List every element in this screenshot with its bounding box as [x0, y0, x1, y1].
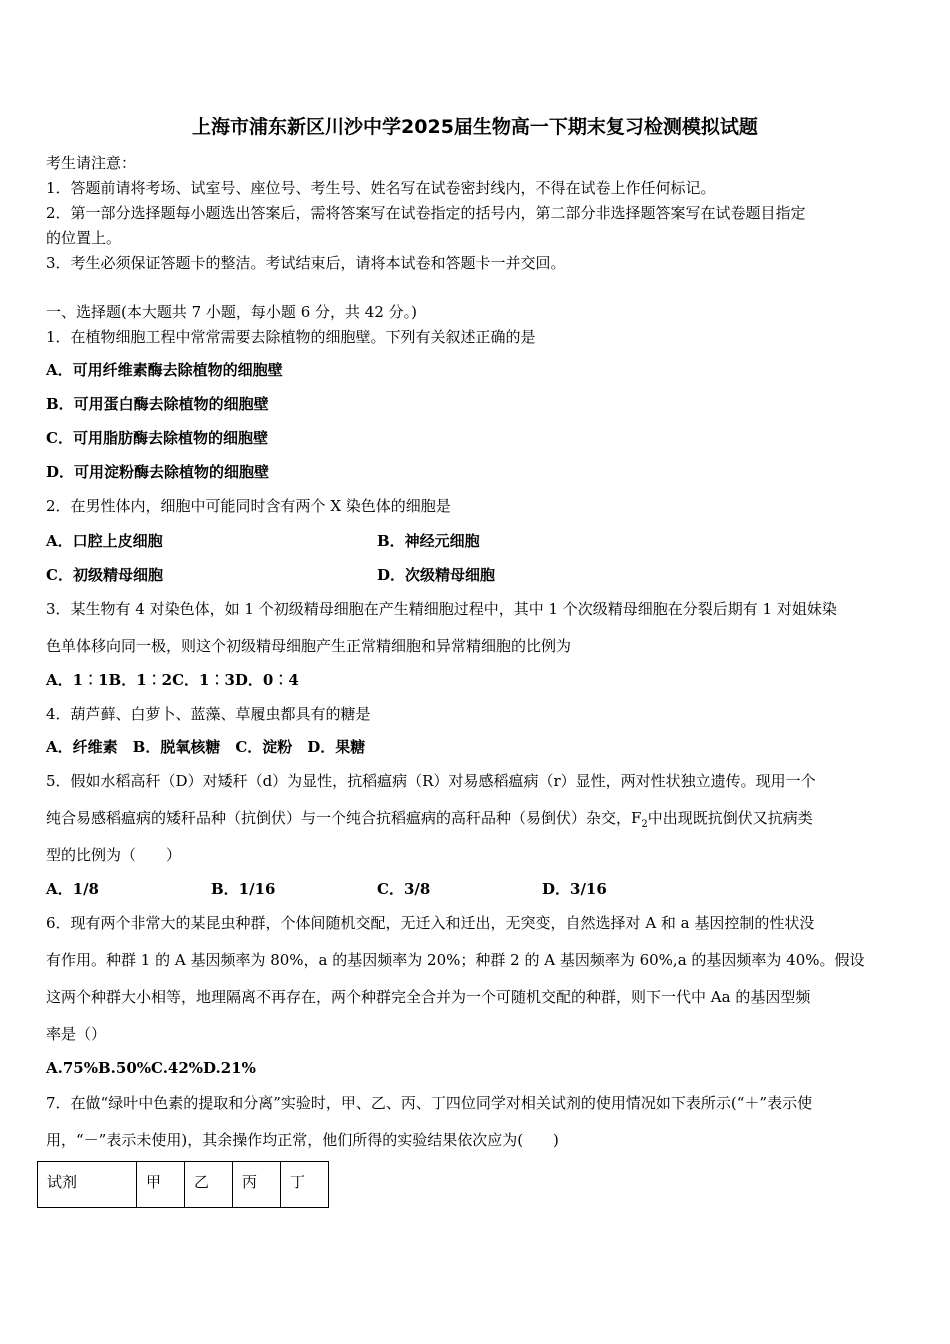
question-5-stem-line-1: 5．假如水稻高秆（D）对矮秆（d）为显性，抗稻瘟病（R）对易感稻瘟病（r）显性，两对性状独立遗传。现用一个	[46, 772, 816, 790]
table-header-cell: 丁	[281, 1162, 329, 1208]
question-2-option-b: B．神经元细胞	[377, 532, 480, 550]
question-5-stem-line-2-part-a: 纯合易感稻瘟病的矮秆品种（抗倒伏）与一个纯合抗稻瘟病的高秆品种（易倒伏）杂交，F	[46, 809, 642, 827]
question-2-stem: 2．在男性体内，细胞中可能同时含有两个 X 染色体的细胞是	[46, 497, 451, 515]
question-3-stem-line-2: 色单体移向同一极，则这个初级精母细胞产生正常精细胞和异常精细胞的比例为	[46, 637, 572, 655]
question-5-option-d: D．3/16	[542, 880, 607, 898]
question-6-stem-line-2: 有作用。种群 1 的 A 基因频率为 80%，a 的基因频率为 20%；种群 2 的 A 基因频率为 60%,a 的基因频率为 40%。假设	[46, 951, 865, 969]
table-header-cell: 丙	[233, 1162, 281, 1208]
notice-item: 2．第一部分选择题每小题选出答案后，需将答案写在试卷指定的括号内，第二部分非选择题答案写在试卷题目指定	[46, 204, 806, 222]
section-heading: 一、选择题(本大题共 7 小题，每小题 6 分，共 42 分。)	[46, 303, 417, 321]
notice-heading: 考生请注意：	[46, 154, 137, 172]
question-6-stem-line-4: 率是（）	[46, 1025, 107, 1043]
question-6-options: A.75%B.50%C.42%D.21%	[46, 1059, 256, 1077]
table-header-cell: 乙	[185, 1162, 233, 1208]
table-row	[38, 1162, 329, 1208]
question-6-stem-line-3: 这两个种群大小相等，地理隔离不再存在，两个种群完全合并为一个可随机交配的种群，则下一代中 Aa 的基因型频	[46, 988, 811, 1006]
notice-item: 3．考生必须保证答题卡的整洁。考试结束后，请将本试卷和答题卡一并交回。	[46, 254, 566, 272]
question-2-option-d: D．次级精母细胞	[377, 566, 496, 584]
question-5-stem-line-3: 型的比例为（ ）	[46, 846, 182, 864]
question-5-option-c: C．3/8	[377, 880, 431, 898]
question-5-option-a: A．1/8	[46, 880, 99, 898]
notice-item: 的位置上。	[46, 229, 122, 247]
question-7-stem-line-1: 7．在做“绿叶中色素的提取和分离”实验时，甲、乙、丙、丁四位同学对相关试剂的使用情况如下表所示(“＋”表示使	[46, 1094, 813, 1112]
question-5-stem-line-2	[46, 808, 813, 835]
page-title: 上海市浦东新区川沙中学2025届生物高一下期末复习检测模拟试题	[192, 116, 758, 138]
reagent-table	[37, 1161, 329, 1208]
question-5-option-b: B．1/16	[211, 880, 276, 898]
question-2-option-c: C．初级精母细胞	[46, 566, 163, 584]
table-header-cell: 甲	[137, 1162, 185, 1208]
question-7-stem-line-2: 用，“－”表示未使用)，其余操作均正常，他们所得的实验结果依次应为( )	[46, 1131, 559, 1149]
question-3-stem-line-1: 3．某生物有 4 对染色体，如 1 个初级精母细胞在产生精细胞过程中，其中 1 个次级精母细胞在分裂后期有 1 对姐妹染	[46, 600, 837, 618]
question-1-option-b: B．可用蛋白酶去除植物的细胞壁	[46, 395, 269, 413]
question-1-option-a: A．可用纤维素酶去除植物的细胞壁	[46, 361, 283, 379]
notice-item: 1．答题前请将考场、试室号、座位号、考生号、姓名写在试卷密封线内，不得在试卷上作任何标记。	[46, 179, 716, 197]
question-2-option-a: A．口腔上皮细胞	[46, 532, 163, 550]
question-6-stem-line-1: 6．现有两个非常大的某昆虫种群，个体间随机交配，无迁入和迁出，无突变，自然选择对 A 和 a 基因控制的性状没	[46, 914, 815, 932]
question-5-subscript: 2	[641, 819, 648, 830]
table-header-cell: 试剂	[38, 1162, 137, 1208]
question-4-options: A．纤维素 B．脱氧核糖 C．淀粉 D．果糖	[46, 738, 366, 756]
question-3-options: A．1︰1B．1︰2C．1︰3D．0︰4	[46, 671, 299, 689]
question-4-stem: 4．葫芦藓、白萝卜、蓝藻、草履虫都具有的糖是	[46, 705, 371, 723]
question-1-option-c: C．可用脂肪酶去除植物的细胞壁	[46, 429, 268, 447]
question-1-option-d: D．可用淀粉酶去除植物的细胞壁	[46, 463, 270, 481]
question-5-stem-line-2-part-b: 中出现既抗倒伏又抗病类	[647, 809, 813, 827]
question-1-stem: 1．在植物细胞工程中常常需要去除植物的细胞壁。下列有关叙述正确的是	[46, 328, 536, 346]
